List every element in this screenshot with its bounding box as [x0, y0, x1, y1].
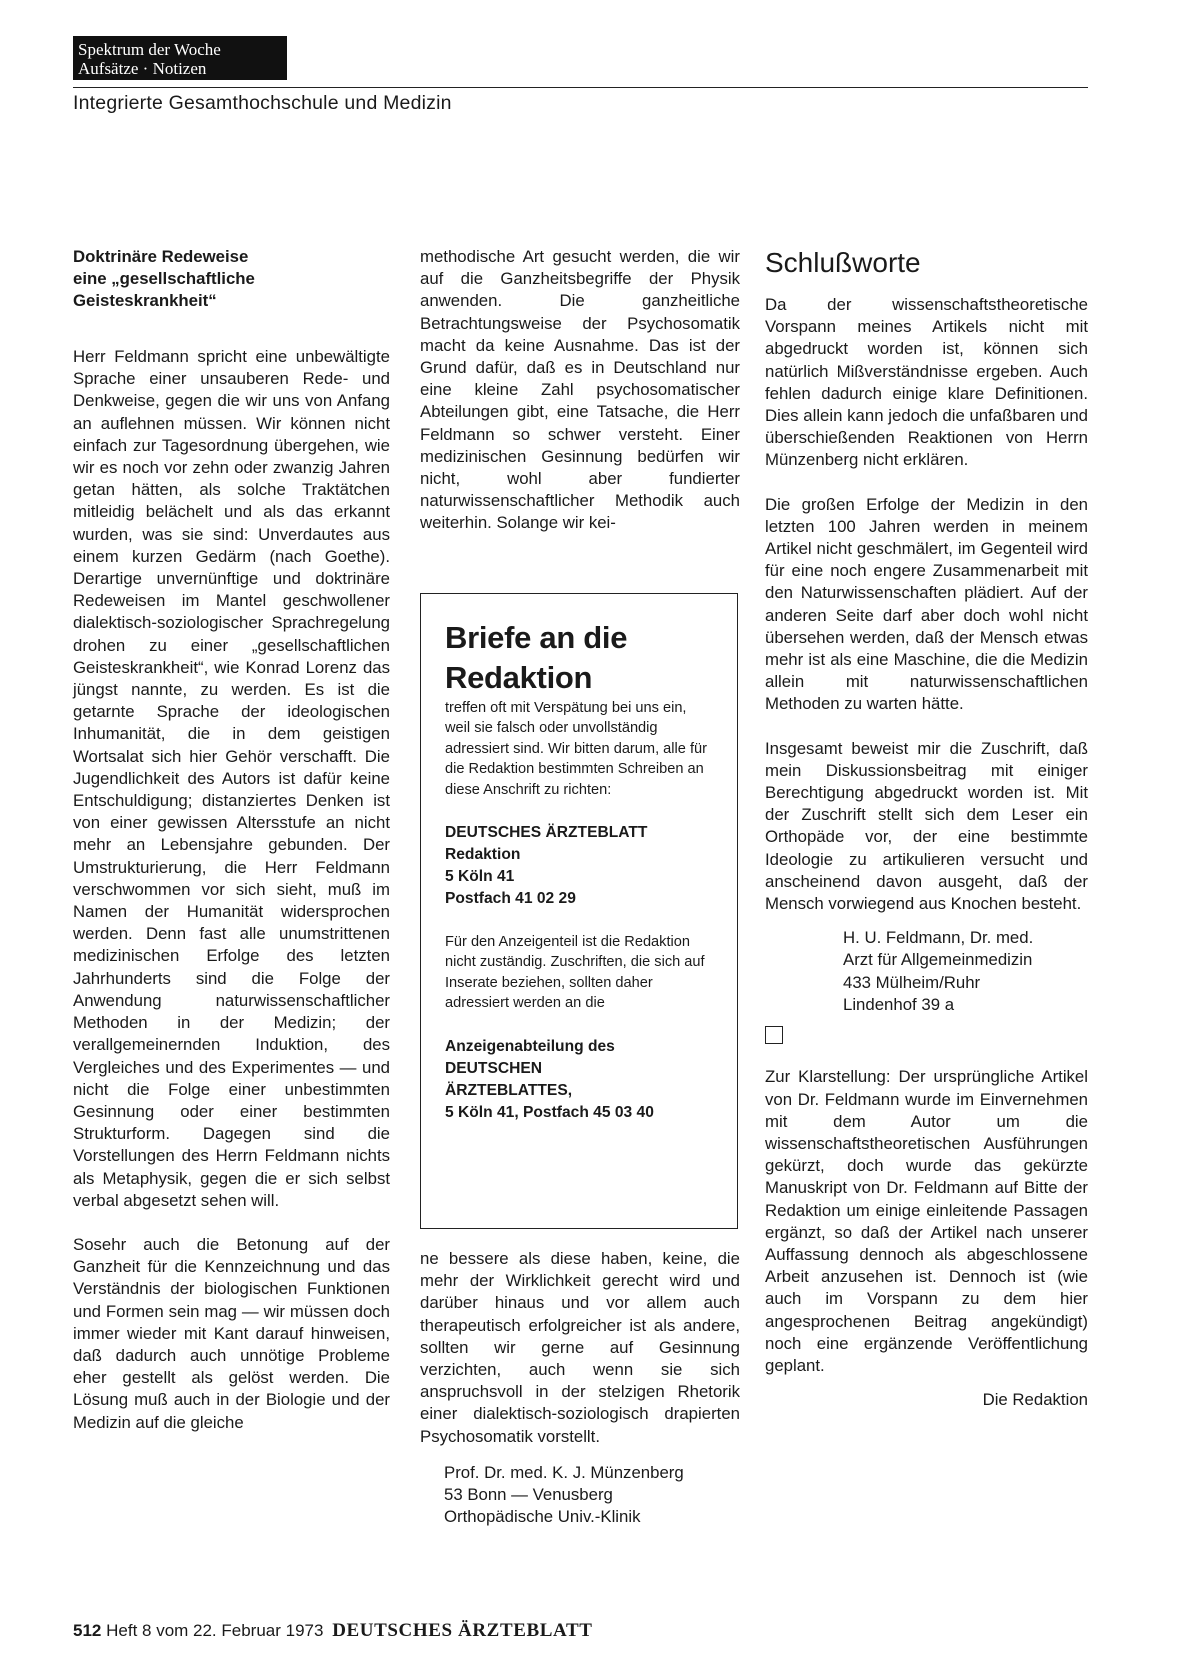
editorial-address — [445, 822, 715, 910]
box-title-line-1: Briefe an die — [445, 620, 628, 655]
letters-to-editor-box — [420, 593, 738, 1229]
sig-line-3: Orthopädische Univ.-Klinik — [444, 1507, 641, 1527]
addr1-line-4: Postfach 41 02 29 — [445, 890, 576, 908]
addr1-line-3: 5 Köln 41 — [445, 868, 515, 886]
editor-signature: Die Redaktion — [982, 1390, 1088, 1410]
addr2-line-3: ÄRZTEBLATTES, — [445, 1081, 573, 1099]
journal-name: DEUTSCHES ÄRZTEBLATT — [332, 1620, 593, 1641]
column-1-paragraph-1: Herr Feldmann spricht eine unbewältigte Sprache einer unsauberen Rede- und Denkweise, gegen die wir uns von Anfang an auflehnen müssen. Wir können nicht einfach zur Tagesordnung übergehen, wie wir es noch vor zehn oder zwanzig Jahren getan hätten, als solche Traktätchen mitleidig belächelt und als das erkannt wurden, was sie sind: Unverdautes aus einem kurzen Gedärm (nach Goethe). Derartige unvernünftige und doktrinäre Redeweisen im Mantel geschwollener dialektisch-soziologischer Sprachregelung drohen zu einer „gesellschaftlichen Geisteskrankheit“, wie Konrad Lorenz das jüngst nannte, zu werden. Es ist die getarnte Sprache der ideologischen Inhumanität, die in dem geistigen Wortsalat sich hier Gehör verschafft. Die Jugendlichkeit des Autors ist dafür keine Entschuldigung; distanziertes Denken ist von einer gewissen Altersstufe an nicht mehr an Lebensjahre gebunden. Der Umstrukturierung, die Herr Feldmann verschwommen vor sich sieht, muß im Namen der Humanität widersprochen werden. Denn fast alle unumstrittenen medizinischen Erfolge des letzten Jahrhunderts sind die Folge der Anwendung naturwissenschaftlicher Methoden in der Medizin; der verallgemeinernden Induktion, des Vergleiches und des Experimentes — und nicht die Folge einer unbestimmten Gesinnung oder einer bestimmten Strukturform. Dagegen sind die Vorstellungen des Herrn Feldmann nichts als Metaphysik, gegen die er sich selbst verbal abgesetzt sehen will. — [73, 347, 390, 1210]
sig-line-2: 53 Bonn — Venusberg — [444, 1485, 613, 1505]
page-footer — [73, 1620, 593, 1642]
heading-line-1: Doktrinäre Redeweise — [73, 247, 249, 266]
sig-line-4: Lindenhof 39 a — [843, 994, 955, 1014]
page-number: 512 — [73, 1621, 102, 1640]
ads-address — [445, 1036, 715, 1124]
addr2-line-4: 5 Köln 41, Postfach 45 03 40 — [445, 1103, 654, 1121]
heading-line-2: eine „gesellschaftliche — [73, 269, 255, 288]
badge-line-1: Spektrum der Woche — [78, 40, 221, 59]
column-1 — [73, 246, 390, 1434]
badge-line-2: Aufsätze · Notizen — [78, 59, 207, 78]
column-1-heading — [73, 246, 390, 312]
section-title: Integrierte Gesamthochschule und Medizin — [73, 92, 452, 114]
end-square-icon — [765, 1026, 783, 1044]
header-rule — [73, 87, 1088, 88]
box-intro: treffen oft mit Verspätung bei uns ein, weil sie falsch oder unvollständig adressiert sind. Wir bitten darum, alle für die Redaktion bestimmten Schreiben an diese Anschrift zu richten: — [445, 700, 707, 798]
addr2-line-2: DEUTSCHEN — [445, 1059, 543, 1077]
signature-muenzenberg — [420, 1462, 740, 1529]
section-badge — [73, 36, 287, 80]
addr2-line-1: Anzeigenabteilung des — [445, 1037, 615, 1055]
sig-line-1: H. U. Feldmann, Dr. med. — [843, 928, 1034, 948]
column-3-paragraph-4: Zur Klarstellung: Der ursprüngliche Artikel von Dr. Feldmann wurde im Einvernehmen mit dem Autor um die wissenschaftstheoretischen Ausführungen gekürzt, doch wurde das gekürzte Manuskript von Dr. Feldmann auf Bitte der Redaktion um einige einleitende Passagen ergänzt, so daß der Artikel nach unserer Auffassung dennoch als abgeschlossene Arbeit anzusehen ist. Dennoch ist (wie auch im Vorspann zu dem hier angesprochenen Beitrag angekündigt) noch eine ergänzende Veröffentlichung geplant. — [765, 1067, 1088, 1375]
column-3-heading: Schlußworte — [765, 247, 921, 278]
ads-note: Für den Anzeigenteil ist die Redaktion nicht zuständig. Zuschriften, die sich auf Inserate beziehen, sollten daher adressiert werden an die — [445, 934, 705, 1012]
column-3-paragraph-1: Da der wissenschaftstheoretische Vorspann meines Artikels nicht mit abgedruckt worden ist, können sich natürlich Mißverständnisse ergeben. Auch fehlen dadurch einige klare Definitionen. Dies allein kann jedoch die unfaßbaren und überschießenden Reaktionen von Herrn Münzenberg nicht erklären. — [765, 295, 1088, 470]
box-title-line-2: Redaktion — [445, 660, 593, 695]
sig-line-1: Prof. Dr. med. K. J. Münzenberg — [444, 1462, 684, 1482]
column-3-paragraph-2: Die großen Erfolge der Medizin in den letzten 100 Jahren werden in meinem Artikel nicht geschmälert, im Gegenteil wird für eine noch engere Zusammenarbeit mit den Naturwissenschaften plädiert. Auf der anderen Seite darf aber doch wohl nicht übersehen werden, daß der Mensch etwas mehr ist als eine Maschine, die die Medizin allein mit naturwissenschaftlichen Methoden zu warten hätte. — [765, 494, 1088, 714]
column-3-paragraph-3: Insgesamt beweist mir die Zuschrift, daß mein Diskussionsbeitrag mit einiger Berechtigung abgedruckt worden ist. Mit der Zuschrift stellt sich dem Leser ein Orthopäde vor, der eine bestimmte Ideologie zu artikulieren versucht und anscheinend davon ausgeht, daß der Mensch vorwiegend aus Knochen besteht. — [765, 738, 1088, 914]
issue-info: Heft 8 vom 22. Februar 1973 — [106, 1621, 324, 1640]
column-2-paragraph-top: methodische Art gesucht werden, die wir auf die Ganzheitsbegriffe der Physik anwenden. Die ganzheitliche Betrachtungsweise der Psychosomatik macht da keine Ausnahme. Das ist der Grund dafür, daß es in Deutschland nur eine kleine Zahl psychosomatischer Abteilungen gibt, eine Tatsache, die Herr Feldmann so schwer versteht. Einer medizinischen Gesinnung bedürfen wir nicht, wohl aber fundierter naturwissenschaftlicher Methodik auch weiterhin. Solange wir kei- — [420, 247, 740, 533]
column-2-paragraph-bottom: ne bessere als diese haben, keine, die mehr der Wirklichkeit gerecht wird und darüber hinaus und vor allem auch therapeutisch erfolgreicher ist als andere, sollten wir gerne auf Gesinnung verzichten, auch wenn sie sich anspruchsvoll in der stelzigen Rhetorik einer dialektisch-soziologisch drapierten Psychosomatik vorstellt. — [420, 1249, 740, 1446]
signature-feldmann — [765, 927, 1088, 1016]
column-2-top — [420, 246, 740, 535]
addr1-line-1: DEUTSCHES ÄRZTEBLATT — [445, 824, 648, 842]
box-title — [445, 618, 715, 698]
column-1-paragraph-2: Sosehr auch die Betonung auf der Ganzheit für die Kennzeichnung und das Verständnis der biologischen Funktionen und Formen sein mag — wir müssen doch immer wieder mit Kant darauf hinweisen, daß dadurch auch unnötige Probleme eher gestellt als gelöst werden. Die Lösung muß auch in der Biologie und der Medizin auf die gleiche — [73, 1234, 390, 1432]
addr1-line-2: Redaktion — [445, 846, 521, 864]
sig-line-3: 433 Mülheim/Ruhr — [843, 972, 981, 992]
sig-line-2: Arzt für Allgemeinmedizin — [843, 950, 1033, 970]
heading-line-3: Geisteskrankheit“ — [73, 291, 217, 310]
column-2-bottom — [420, 1248, 740, 1528]
column-3 — [765, 246, 1088, 1411]
